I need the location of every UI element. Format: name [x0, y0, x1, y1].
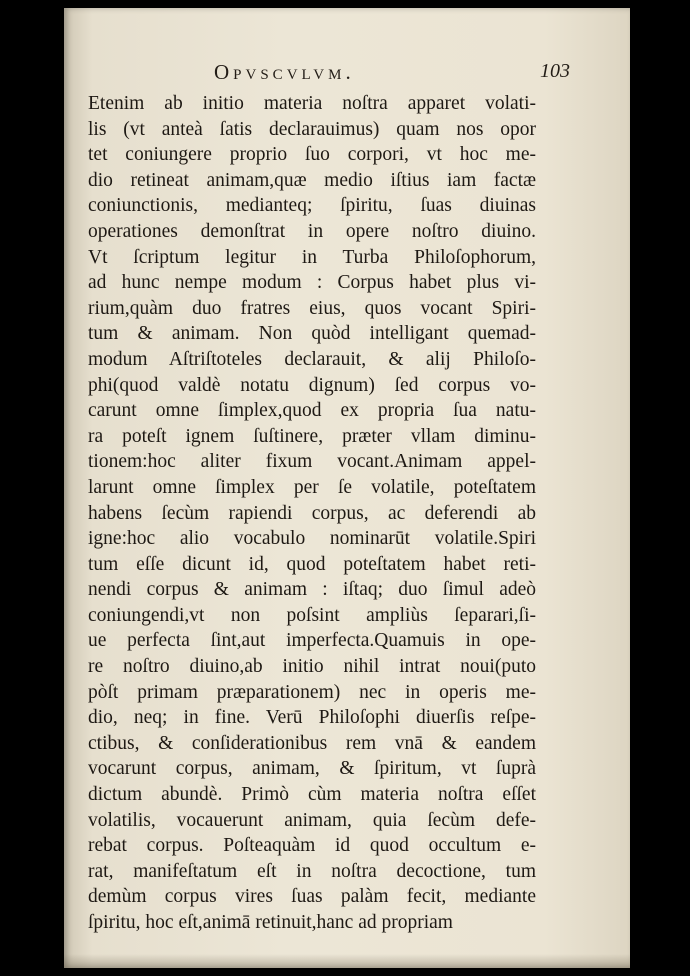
running-head	[64, 60, 630, 86]
text-line: tionem:hoc aliter fixum vocant.Animam appel-	[88, 451, 536, 473]
text-line: igne:hoc alio vocabulo nominarūt volatile.Spiri	[88, 528, 536, 550]
text-line: volatilis, vocauerunt animam, quia ſecùm defe-	[88, 809, 536, 831]
text-line: ad hunc nempe modum : Corpus habet plus vi-	[88, 272, 536, 294]
book-page	[64, 8, 630, 968]
text-line: lis (vt anteà ſatis declarauimus) quam nos opor	[88, 118, 536, 140]
text-line: larunt omne ſimplex per ſe volatile, poteſtatem	[88, 476, 536, 498]
text-line: ra poteſt ignem ſuſtinere, præter vllam diminu-	[88, 425, 536, 447]
text-line: coniunctionis, medianteq; ſpiritu, ſuas diuinas	[88, 195, 536, 217]
text-line: tum & animam. Non quòd intelligant quemad-	[88, 323, 536, 345]
text-line: ſpiritu, hoc eſt,animā retinuit,hanc ad propriam	[88, 912, 453, 933]
text-line: tet coniungere proprio ſuo corpori, vt hoc me-	[88, 144, 536, 166]
text-line: phi(quod valdè notatu dignum) ſed corpus vo-	[88, 374, 536, 396]
text-line: Etenim ab initio materia noſtra apparet volati-	[88, 93, 536, 114]
text-line: dio, neq; in fine. Verū Philoſophi diuerſis reſpe-	[88, 707, 536, 729]
text-line: dio retineat animam,quæ medio iſtius iam factæ	[88, 169, 536, 191]
text-line: operationes demonſtrat in opere noſtro diuino.	[88, 220, 536, 242]
page-number: 103	[540, 60, 570, 82]
text-line: nendi corpus & animam : iſtaq; duo ſimul adeò	[88, 579, 536, 601]
text-line: rium,quàm duo fratres eius, quos vocant Spiri-	[88, 297, 536, 319]
text-line: habens ſecùm rapiendi corpus, ac deferendi ab	[88, 502, 536, 524]
text-line: dictum abundè. Primò cùm materia noſtra eſſet	[88, 784, 536, 806]
text-line: rat, manifeſtatum eſt in noſtra decoctione, tum	[88, 860, 536, 882]
text-line: ue perfecta ſint,aut imperfecta.Quamuis in ope-	[88, 630, 536, 652]
text-line: ctibus, & conſiderationibus rem vnā & eandem	[88, 732, 536, 754]
text-line: Vt ſcriptum legitur in Turba Philoſophorum,	[88, 246, 536, 268]
text-line: modum Aſtriſtoteles declarauit, & alij Philoſo-	[88, 348, 536, 370]
text-line: coniungendi,vt non poſsint ampliùs ſeparari,ſi-	[88, 604, 536, 626]
text-line: re noſtro diuino,ab initio nihil intrat noui(puto	[88, 656, 536, 678]
body-text	[88, 91, 536, 936]
text-line: rebat corpus. Poſteaquàm id quod occultum e-	[88, 835, 536, 857]
running-title: Opvscvlvm.	[214, 60, 355, 84]
text-line: pòſt primam præparationem) nec in operis me-	[88, 681, 536, 703]
text-line: vocarunt corpus, animam, & ſpiritum, vt ſuprà	[88, 758, 536, 780]
text-line: carunt omne ſimplex,quod ex propria ſua natu-	[88, 400, 536, 422]
text-line: demùm corpus vires ſuas palàm fecit, mediante	[88, 886, 536, 908]
text-line: tum eſſe dicunt id, quod poteſtatem habet reti-	[88, 553, 536, 575]
